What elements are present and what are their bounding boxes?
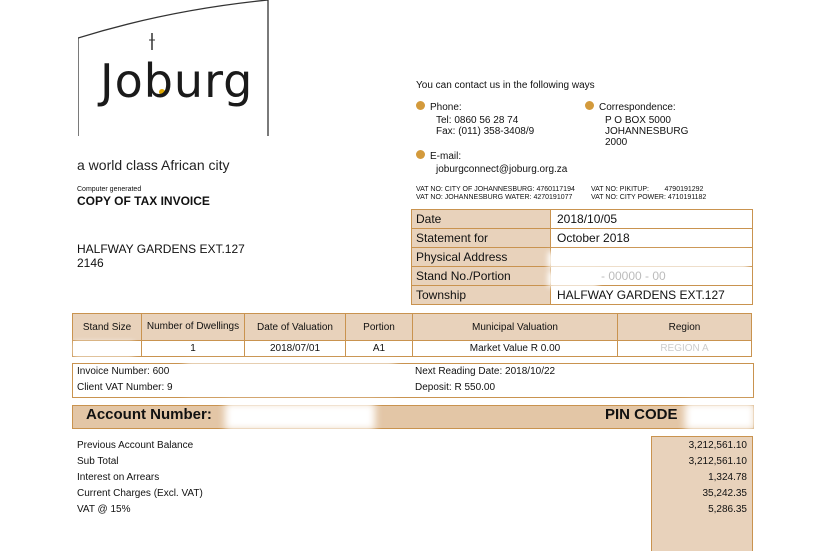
phone-label: Phone: <box>430 102 462 113</box>
cell-dwellings: 1 <box>142 341 245 357</box>
statement-value: October 2018 <box>557 231 630 245</box>
deposit: Deposit: R 550.00 <box>415 382 496 393</box>
subtotal-value: 3,212,561.10 <box>688 456 747 467</box>
col-valuation-date: Date of Valuation <box>245 314 346 341</box>
correspondence-line3: 2000 <box>605 137 628 148</box>
stand-label: Stand No./Portion <box>412 267 551 285</box>
date-value: 2018/10/05 <box>557 212 618 226</box>
next-reading: Next Reading Date: 2018/10/22 <box>415 366 556 377</box>
cell-portion: A1 <box>346 341 413 357</box>
vat-water: VAT NO: JOHANNESBURG WATER: 4270191077 <box>416 194 573 201</box>
joburg-logo: Joburg <box>100 54 254 108</box>
cell-valuation-date: 2018/07/01 <box>245 341 346 357</box>
address-line1: HALFWAY GARDENS EXT.127 <box>77 242 245 256</box>
account-number-label: Account Number: <box>86 406 212 423</box>
correspondence-line1: P O BOX 5000 <box>605 115 671 126</box>
col-region: Region <box>618 314 752 341</box>
phone-tel: Tel: 0860 56 28 74 <box>436 115 519 126</box>
col-dwellings: Number of Dwellings <box>142 314 245 341</box>
property-data-row <box>73 341 752 357</box>
email-block <box>416 146 567 175</box>
invoice-details-box <box>72 363 754 398</box>
phone-bullet-icon <box>416 101 425 110</box>
redaction-physical <box>548 252 748 268</box>
col-portion: Portion <box>346 314 413 341</box>
statement-row <box>412 229 752 248</box>
cell-municipal-valuation: Market Value R 0.00 <box>413 341 618 357</box>
date-label: Date <box>412 210 551 228</box>
cell-region: REGION A <box>618 341 752 357</box>
client-vat: Client VAT Number: 9 <box>77 382 173 393</box>
correspondence-label: Correspondence: <box>599 102 676 113</box>
redaction-invoice <box>185 363 395 393</box>
vat-coj: VAT NO: CITY OF JOHANNESBURG: 4760117194 <box>416 186 575 193</box>
physical-label: Physical Address <box>412 248 551 266</box>
redaction-stand <box>548 271 598 287</box>
redaction-account <box>225 403 375 430</box>
correspondence-block <box>585 97 688 148</box>
vat-label: VAT @ 15% <box>77 504 131 515</box>
pin-code-label: PIN CODE <box>605 406 678 423</box>
interest-label: Interest on Arrears <box>77 472 160 483</box>
address-line2: 2146 <box>77 256 104 270</box>
subtotal-label: Sub Total <box>77 456 119 467</box>
date-row <box>412 210 752 229</box>
property-table <box>72 313 752 357</box>
previous-balance-label: Previous Account Balance <box>77 440 194 451</box>
phone-fax: Fax: (011) 358-3408/9 <box>436 126 535 137</box>
col-stand-size: Stand Size <box>73 314 142 341</box>
tagline: a world class African city <box>77 157 230 173</box>
stand-value: - 00000 - 00 <box>601 269 666 283</box>
vat-value: 5,286.35 <box>708 504 747 515</box>
email-address[interactable]: joburgconnect@joburg.org.za <box>436 164 568 175</box>
previous-balance-value: 3,212,561.10 <box>688 440 747 451</box>
township-row <box>412 286 752 304</box>
interest-value: 1,324.78 <box>708 472 747 483</box>
redaction-stand-size <box>74 342 134 356</box>
invoice-number: Invoice Number: 600 <box>77 366 170 377</box>
property-header-row <box>73 314 752 341</box>
township-label: Township <box>412 286 551 304</box>
col-municipal-valuation: Municipal Valuation <box>413 314 618 341</box>
phone-block <box>416 97 534 137</box>
email-label: E-mail: <box>430 151 462 162</box>
doc-title: COPY OF TAX INVOICE <box>77 194 210 208</box>
mail-bullet-icon <box>585 101 594 110</box>
current-charges-label: Current Charges (Excl. VAT) <box>77 488 203 499</box>
vat-citypower: VAT NO: CITY POWER: 4710191182 <box>591 194 707 201</box>
computer-generated: Computer generated <box>77 186 142 193</box>
vat-pikitup: VAT NO: PIKITUP: 4790191292 <box>591 186 704 193</box>
statement-label: Statement for <box>412 229 551 247</box>
email-bullet-icon <box>416 150 425 159</box>
current-charges-value: 35,242.35 <box>702 488 747 499</box>
correspondence-line2: JOHANNESBURG <box>605 126 689 137</box>
township-value: HALFWAY GARDENS EXT.127 <box>557 288 725 302</box>
redaction-pin <box>685 403 755 430</box>
contact-intro: You can contact us in the following ways <box>416 80 595 91</box>
